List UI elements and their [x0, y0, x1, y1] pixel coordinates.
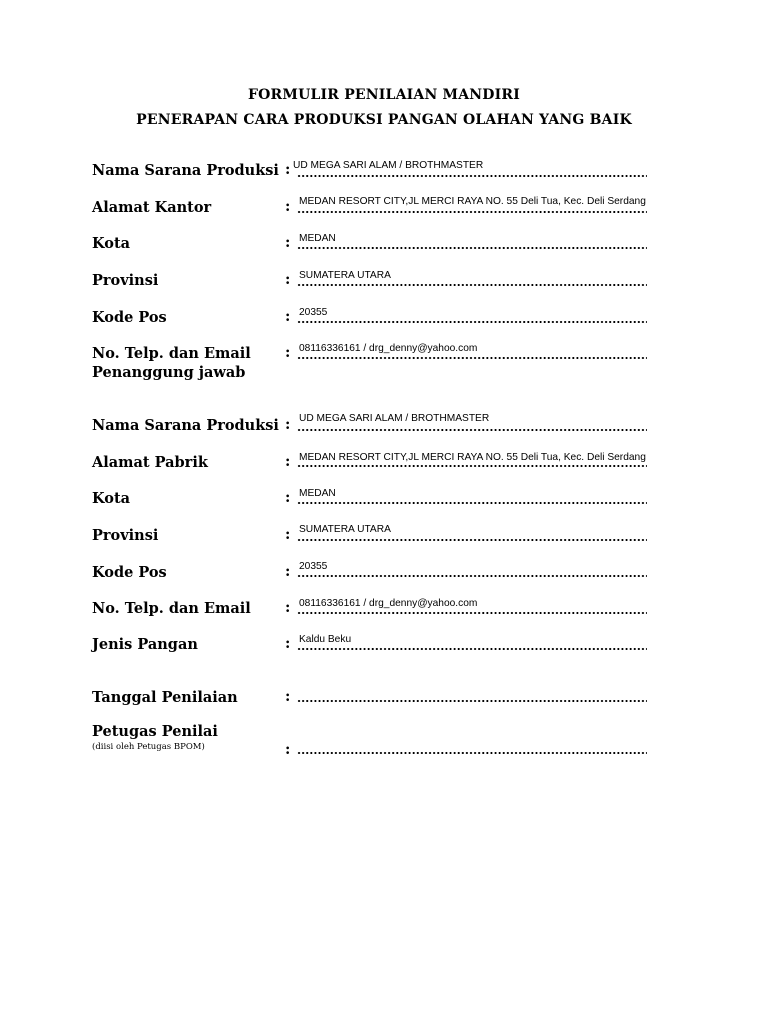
- dotted-line: [297, 751, 647, 755]
- factory-provinsi-label: Provinsi: [92, 527, 159, 544]
- factory-telp-value: 08116336161 / drg_denny@yahoo.com: [299, 598, 478, 609]
- office-kota-value: MEDAN: [299, 233, 336, 244]
- factory-alamat-value: MEDAN RESORT CITY,JL MERCI RAYA NO. 55 Deli Tua, Kec. Deli Serdang: [299, 452, 646, 463]
- dotted-line: [297, 174, 647, 178]
- petugas-note: (diisi oleh Petugas BPOM): [92, 742, 205, 752]
- office-kodepos-label: Kode Pos: [92, 309, 167, 326]
- factory-kota-value: MEDAN: [299, 488, 336, 499]
- colon: :: [285, 563, 291, 580]
- office-telp-label: No. Telp. dan Email: [92, 345, 251, 362]
- dotted-line: [297, 356, 647, 360]
- dotted-line: [297, 574, 647, 578]
- office-alamat-label: Alamat Kantor: [92, 199, 212, 216]
- colon: :: [285, 198, 291, 215]
- colon: :: [285, 453, 291, 470]
- dotted-line: [297, 464, 647, 468]
- colon: :: [285, 161, 291, 178]
- dotted-line: [297, 611, 647, 615]
- colon: :: [285, 489, 291, 506]
- office-telp-value: 08116336161 / drg_denny@yahoo.com: [299, 343, 478, 354]
- colon: :: [285, 416, 291, 433]
- colon: :: [285, 234, 291, 251]
- factory-provinsi-value: SUMATERA UTARA: [299, 524, 391, 535]
- factory-nama-label: Nama Sarana Produksi: [92, 417, 279, 434]
- colon: :: [285, 599, 291, 616]
- petugas-label: Petugas Penilai: [92, 723, 218, 740]
- form-subtitle: PENERAPAN CARA PRODUKSI PANGAN OLAHAN YANG BAIK: [136, 112, 632, 128]
- factory-kodepos-value: 20355: [299, 561, 328, 572]
- colon: :: [285, 526, 291, 543]
- factory-telp-label: No. Telp. dan Email: [92, 600, 251, 617]
- office-telp-label-2: Penanggung jawab: [92, 364, 246, 381]
- dotted-line: [297, 428, 647, 432]
- dotted-line: [297, 283, 647, 287]
- factory-kota-label: Kota: [92, 490, 131, 507]
- colon: :: [285, 635, 291, 652]
- dotted-line: [297, 699, 647, 703]
- dotted-line: [297, 501, 647, 505]
- dotted-line: [297, 647, 647, 651]
- colon: :: [285, 271, 291, 288]
- office-provinsi-value: SUMATERA UTARA: [299, 270, 391, 281]
- factory-kodepos-label: Kode Pos: [92, 564, 167, 581]
- colon: :: [285, 308, 291, 325]
- office-nama-label: Nama Sarana Produksi: [92, 162, 279, 179]
- tanggal-label: Tanggal Penilaian: [92, 689, 238, 706]
- office-provinsi-label: Provinsi: [92, 272, 159, 289]
- office-alamat-value: MEDAN RESORT CITY,JL MERCI RAYA NO. 55 Deli Tua, Kec. Deli Serdang: [299, 196, 646, 207]
- colon: :: [285, 688, 291, 705]
- dotted-line: [297, 210, 647, 214]
- office-kodepos-value: 20355: [299, 307, 328, 318]
- factory-jenis-value: Kaldu Beku: [299, 634, 352, 645]
- dotted-line: [297, 246, 647, 250]
- colon: :: [285, 741, 291, 758]
- factory-jenis-label: Jenis Pangan: [92, 636, 198, 653]
- colon: :: [285, 344, 291, 361]
- form-title: FORMULIR PENILAIAN MANDIRI: [248, 87, 520, 103]
- dotted-line: [297, 538, 647, 542]
- office-kota-label: Kota: [92, 235, 131, 252]
- office-nama-value: UD MEGA SARI ALAM / BROTHMASTER: [293, 160, 484, 171]
- dotted-line: [297, 320, 647, 324]
- factory-nama-value: UD MEGA SARI ALAM / BROTHMASTER: [299, 413, 490, 424]
- factory-alamat-label: Alamat Pabrik: [92, 454, 208, 471]
